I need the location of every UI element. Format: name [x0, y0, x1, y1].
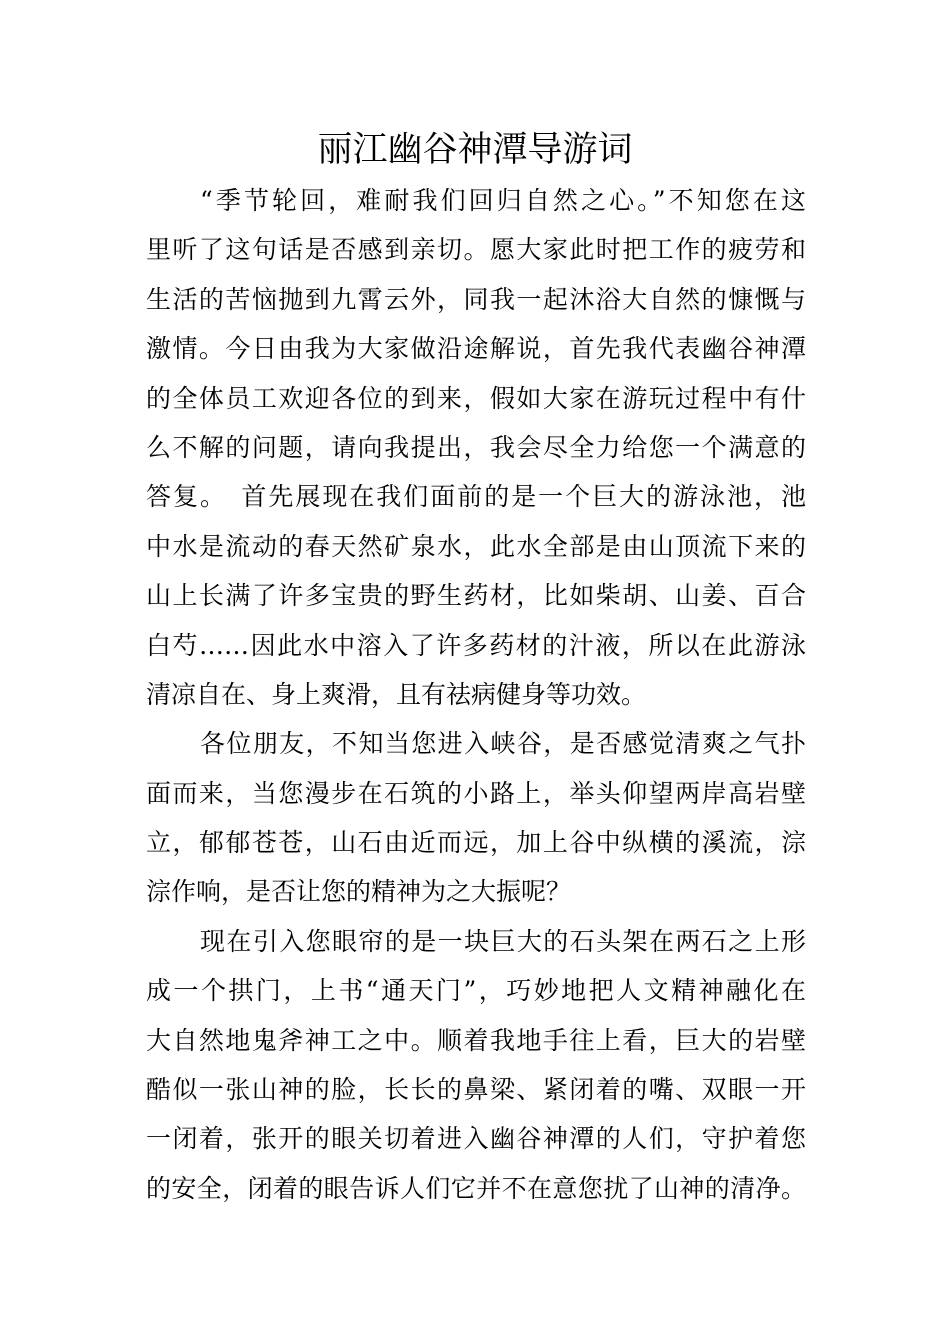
- text-line: 成一个拱门，上书“通天门”，巧妙地把人文精神融化在: [146, 976, 806, 1006]
- text-line: 立，郁郁苍苍，山石由近而远，加上谷中纵横的溪流，淙: [146, 828, 806, 858]
- text-line: 的全体员工欢迎各位的到来，假如大家在游玩过程中有什: [146, 383, 806, 413]
- text-line: “季节轮回，难耐我们回归自然之心。”不知您在这: [200, 186, 806, 215]
- text-line: 现在引入您眼帘的是一块巨大的石头架在两石之上形: [200, 926, 806, 956]
- text-line: 白芍……因此水中溶入了许多药材的汁液，所以在此游泳: [146, 630, 806, 660]
- document-body: [146, 176, 806, 1213]
- text-line: 各位朋友，不知当您进入峡谷，是否感觉清爽之气扑: [200, 729, 806, 759]
- text-line: 清凉自在、身上爽滑，且有祛病健身等功效。: [146, 679, 647, 709]
- document-title: 丽江幽谷神潭导游词: [317, 130, 633, 170]
- text-line: 的安全，闭着的眼告诉人们它并不在意您扰了山神的清净。: [146, 1173, 806, 1203]
- text-line: 答复。 首先展现在我们面前的是一个巨大的游泳池，池: [146, 482, 806, 512]
- text-line: 面而来，当您漫步在石筑的小路上，举头仰望两岸高岩壁: [146, 778, 806, 808]
- text-line: 淙作响，是否让您的精神为之大振呢？: [146, 877, 572, 907]
- text-line: 大自然地鬼斧神工之中。顺着我地手往上看，巨大的岩壁: [146, 1025, 806, 1055]
- text-line: 中水是流动的春天然矿泉水，此水全部是由山顶流下来的: [146, 531, 806, 561]
- text-line: 山上长满了许多宝贵的野生药材，比如柴胡、山姜、百合: [146, 581, 806, 611]
- text-line: 么不解的问题，请向我提出，我会尽全力给您一个满意的: [146, 432, 806, 462]
- text-line: 生活的苦恼抛到九霄云外，同我一起沐浴大自然的慷慨与: [146, 284, 806, 314]
- text-line: 酷似一张山神的脸，长长的鼻梁、紧闭着的嘴、双眼一开: [146, 1075, 806, 1105]
- text-line: 里听了这句话是否感到亲切。愿大家此时把工作的疲劳和: [146, 235, 806, 265]
- text-line: 一闭着，张开的眼关切着进入幽谷神潭的人们，守护着您: [146, 1124, 806, 1154]
- text-line: 激情。今日由我为大家做沿途解说，首先我代表幽谷神潭: [146, 334, 806, 364]
